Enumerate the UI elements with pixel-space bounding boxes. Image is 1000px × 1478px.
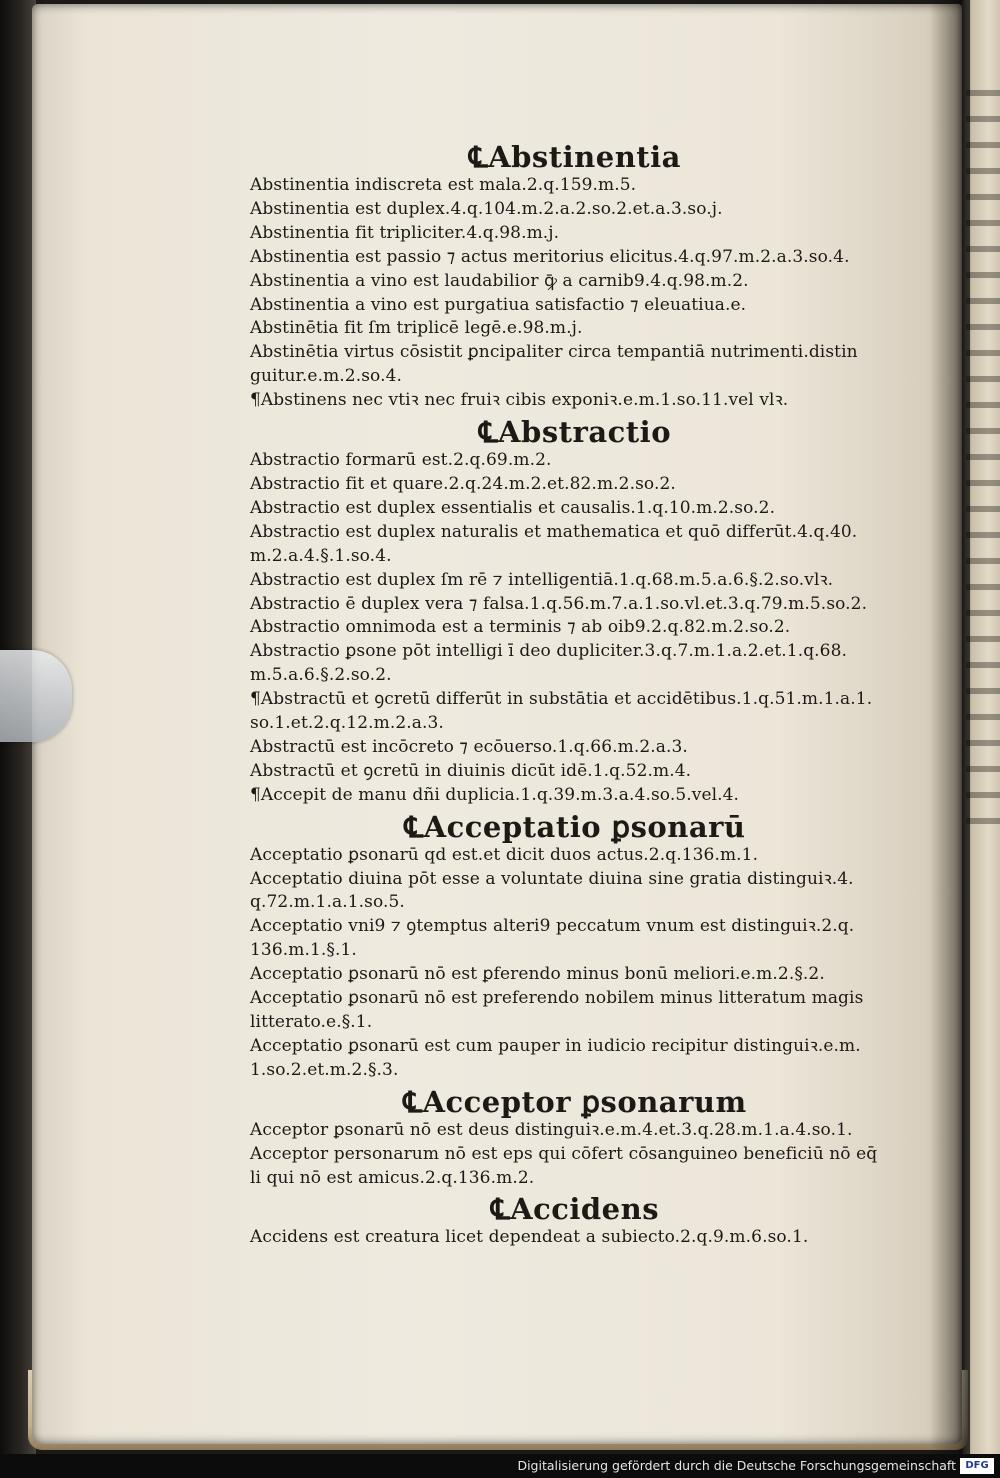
index-entry: ¶Abstractū et ꝯcretū differūt in substātia et accidētibus.1.q.51.m.1.a.1. [250, 689, 873, 710]
footer-bar [0, 1454, 1000, 1478]
index-entry: Abstractio ē duplex vera ⁊ falsa.1.q.56.m.7.a.1.so.vl.et.3.q.79.m.5.so.2. [250, 593, 868, 614]
index-entry: li qui nō est amicus.2.q.136.m.2. [250, 1167, 535, 1188]
index-entry: Abstractio est duplex naturalis et mathematica et quō differūt.4.q.40. [250, 521, 858, 542]
index-entry: Abstractio est duplex ſm rē ⁊ intelligentiā.1.q.68.m.5.a.6.§.2.so.vlꝛ. [250, 569, 834, 590]
section-heading: ℄Abstractio [478, 415, 672, 450]
index-entry: m.2.a.4.§.1.so.4. [250, 545, 392, 566]
index-entry: Abstinētia fit ſm triplicē legē.e.98.m.j. [250, 318, 583, 339]
index-entry: Acceptatio ꝑsonarū nō est preferendo nobilem minus litteratum magis [250, 988, 864, 1009]
index-entry: Abstractio formarū est.2.q.69.m.2. [250, 450, 552, 471]
index-entry: Accidens est creatura licet dependeat a subiecto.2.q.9.m.6.so.1. [250, 1227, 809, 1248]
index-text-block [250, 138, 900, 1250]
facing-page-text [966, 90, 1000, 840]
section-heading: ℄Abstinentia [469, 140, 681, 174]
index-entry: Acceptatio diuina pōt esse a voluntate diuina sine gratia distinguiꝛ.4. [250, 868, 854, 889]
index-entry: Abstinentia fit tripliciter.4.q.98.m.j. [250, 222, 560, 243]
index-entry: so.1.et.2.q.12.m.2.a.3. [250, 713, 444, 734]
index-entry: Acceptor ꝑsonarū nō est deus distinguiꝛ.e.m.4.et.3.q.28.m.1.a.4.so.1. [250, 1119, 853, 1140]
index-entry: Abstractū et ꝯcretū in diuinis dicūt idē.1.q.52.m.4. [250, 760, 692, 781]
index-entry: Abstractio ꝑsone pōt intelligi ī deo dupliciter.3.q.7.m.1.a.2.et.1.q.68. [250, 641, 848, 662]
index-entry: Abstractū est incōcreto ⁊ ecōuerso.1.q.66.m.2.a.3. [250, 736, 688, 757]
section-heading: ℄Acceptatio ꝑsonarū [404, 809, 746, 844]
index-entry: Acceptatio ꝑsonarū est cum pauper in iudicio recipitur distinguiꝛ.e.m. [250, 1035, 861, 1056]
index-entry: Abstinentia est passio ⁊ actus meritorius elicitus.4.q.97.m.2.a.3.so.4. [250, 246, 850, 267]
index-entry: Abstinentia a vino est laudabilior ꝙ̄ a carnib9.4.q.98.m.2. [250, 270, 749, 291]
dfg-logo: DFG [960, 1458, 994, 1474]
index-entry: q.72.m.1.a.1.so.5. [250, 892, 405, 913]
index-entry: Abstinentia indiscreta est mala.2.q.159.m.5. [250, 175, 637, 195]
index-entry: Acceptor personarum nō est eps qui cōfert cōsanguineo beneficiū nō eq̄ [250, 1143, 878, 1164]
index-entry: Abstractio omnimoda est a terminis ⁊ ab oib9.2.q.82.m.2.so.2. [250, 617, 791, 638]
section-heading: ℄Acceptor ꝑsonarum [403, 1084, 747, 1119]
index-entry: Acceptatio vni9 ⁊ ꝯtemptus alteri9 peccatum vnum est distinguiꝛ.2.q. [250, 916, 855, 937]
index-entry: Acceptatio ꝑsonarū qd est.et dicit duos actus.2.q.136.m.1. [250, 844, 759, 865]
gutter-shadow [930, 0, 970, 1454]
index-entry: ¶Accepit de manu dñi duplicia.1.q.39.m.3.a.4.so.5.vel.4. [250, 784, 740, 805]
index-entry: Abstractio est duplex essentialis et causalis.1.q.10.m.2.so.2. [250, 497, 776, 518]
index-entry: Acceptatio ꝑsonarū nō est ꝑferendo minus bonū meliori.e.m.2.§.2. [250, 964, 825, 985]
index-entry: guitur.e.m.2.so.4. [250, 366, 403, 387]
index-entry: ¶Abstinens nec vtiꝛ nec fruiꝛ cibis exponiꝛ.e.m.1.so.11.vel vlꝛ. [250, 390, 789, 411]
index-entry: Abstractio fit et quare.2.q.24.m.2.et.82.m.2.so.2. [250, 473, 676, 494]
footer-credit: Digitalisierung gefördert durch die Deutsche Forschungsgemeinschaft [517, 1458, 956, 1473]
index-entry: litterato.e.§.1. [250, 1012, 373, 1032]
index-entry: Abstinētia virtus cōsistit ꝑncipaliter circa tempantiā nutrimenti.distin [250, 342, 858, 363]
index-entry: Abstinentia a vino est purgatiua satisfactio ⁊ eleuatiua.e. [250, 294, 747, 315]
index-entry: m.5.a.6.§.2.so.2. [250, 665, 392, 686]
index-entry: Abstinentia est duplex.4.q.104.m.2.a.2.so.2.et.a.3.so.j. [250, 198, 723, 219]
index-entry: 1.so.2.et.m.2.§.3. [250, 1059, 399, 1080]
page-clip [0, 650, 72, 742]
index-entry: 136.m.1.§.1. [250, 940, 357, 961]
section-heading: ℄Accidens [490, 1192, 660, 1227]
